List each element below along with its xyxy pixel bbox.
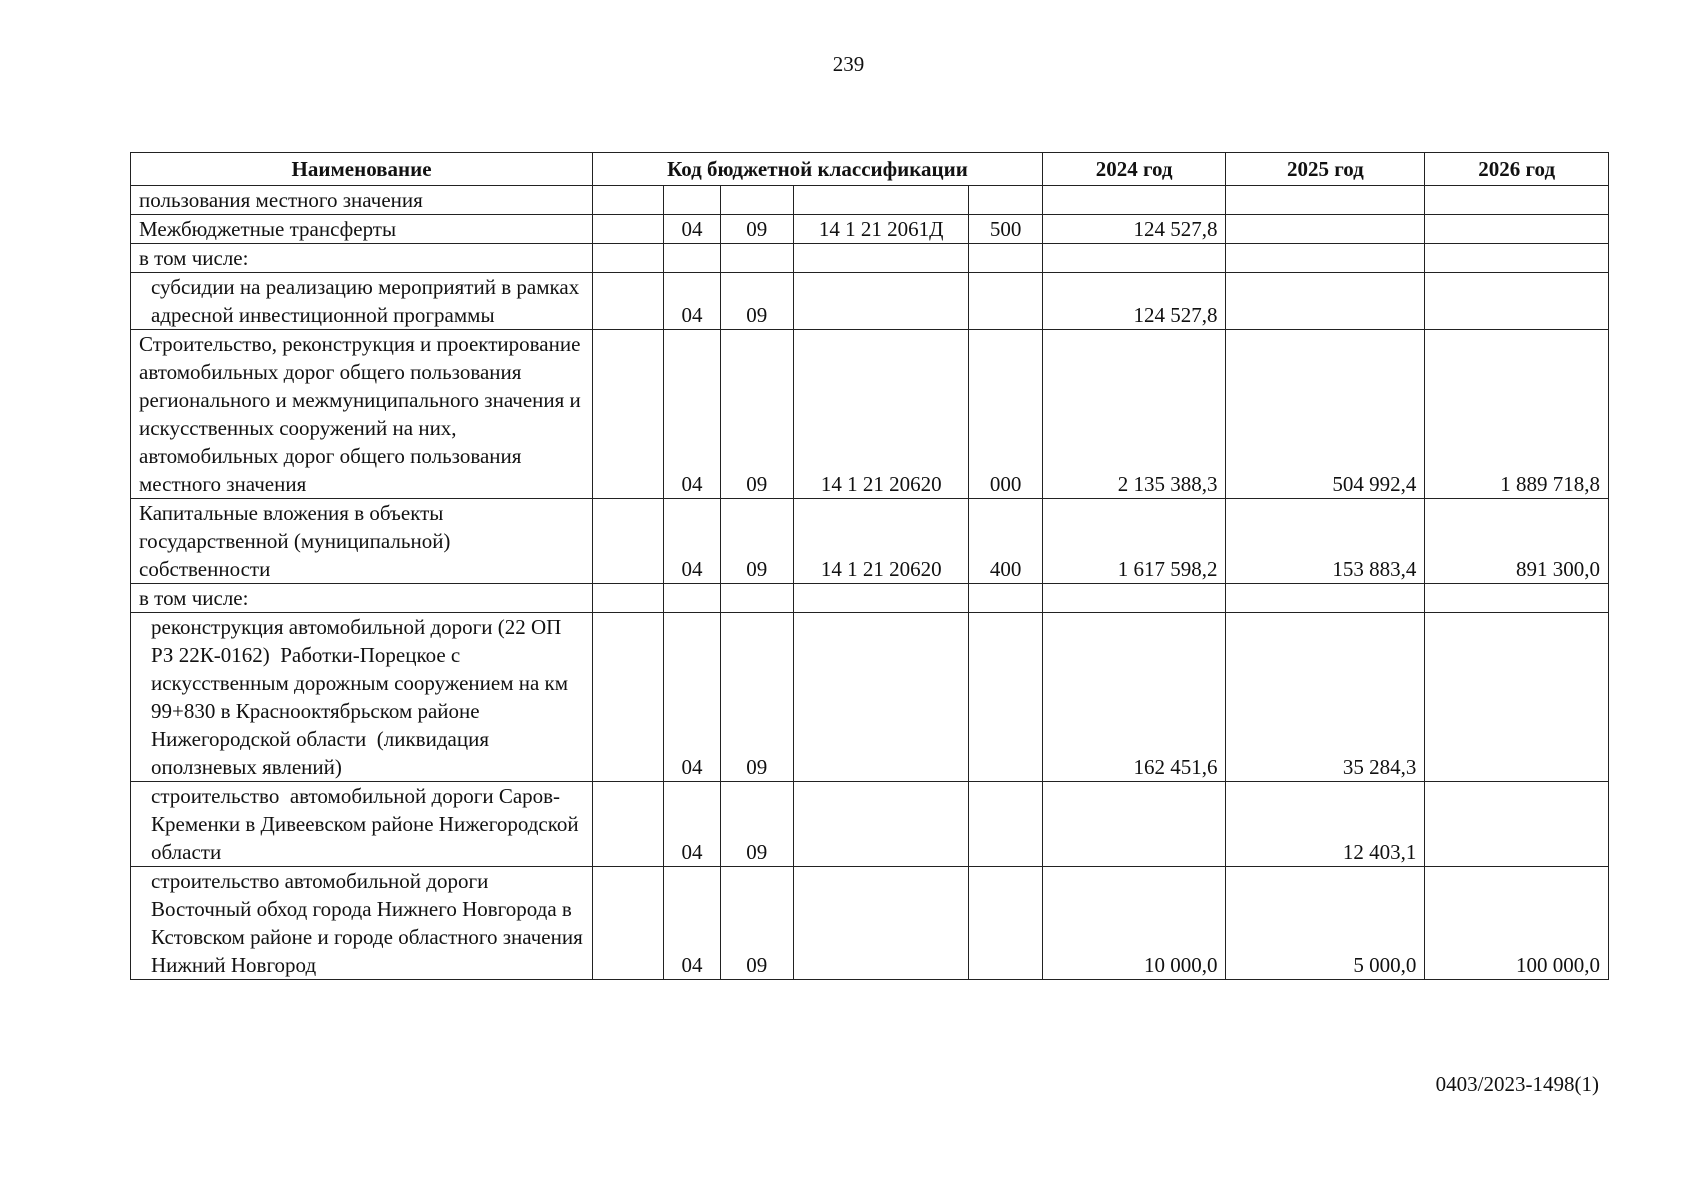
row-value-2024 xyxy=(1042,186,1226,215)
row-code-type xyxy=(969,273,1042,330)
page-number: 239 xyxy=(832,52,865,76)
row-value-2025: 12 403,1 xyxy=(1226,782,1425,867)
row-value-2024: 124 527,8 xyxy=(1042,273,1226,330)
row-code-type xyxy=(969,782,1042,867)
row-value-2026 xyxy=(1425,244,1609,273)
table-row xyxy=(131,244,1609,273)
row-value-2024 xyxy=(1042,244,1226,273)
table-row xyxy=(131,584,1609,613)
row-name: реконструкция автомобильной дороги (22 ОП РЗ 22К-0162) Работки-Порецкое с искусственным дорожным сооружением на км 99+830 в Краснооктябрьском районе Нижегородской области (ликвидация оползневых явлений) xyxy=(131,613,593,782)
row-code-section: 04 xyxy=(664,330,720,499)
row-value-2025 xyxy=(1226,215,1425,244)
row-code-target xyxy=(793,244,968,273)
row-code-target: 14 1 21 2061Д xyxy=(793,215,968,244)
row-code-section: 04 xyxy=(664,499,720,584)
row-name: строительство автомобильной дороги Восточный обход города Нижнего Новгорода в Кстовском районе и городе областного значения Нижний Новгород xyxy=(131,867,593,980)
table-row xyxy=(131,215,1609,244)
table-row xyxy=(131,782,1609,867)
row-code-type: 000 xyxy=(969,330,1042,499)
row-value-2024: 162 451,6 xyxy=(1042,613,1226,782)
document-code: 0403/2023-1498(1) xyxy=(1435,1072,1599,1096)
row-code-type: 500 xyxy=(969,215,1042,244)
row-value-2025 xyxy=(1226,273,1425,330)
row-name: в том числе: xyxy=(131,244,593,273)
row-code-1 xyxy=(593,330,664,499)
row-value-2026: 891 300,0 xyxy=(1425,499,1609,584)
row-code-1 xyxy=(593,782,664,867)
row-value-2024: 10 000,0 xyxy=(1042,867,1226,980)
row-name: Межбюджетные трансферты xyxy=(131,215,593,244)
row-code-target xyxy=(793,584,968,613)
row-value-2024 xyxy=(1042,584,1226,613)
row-name: пользования местного значения xyxy=(131,186,593,215)
header-code: Код бюджетной классификации xyxy=(593,153,1043,186)
header-2026: 2026 год xyxy=(1425,153,1609,186)
row-code-section: 04 xyxy=(664,215,720,244)
row-code-target xyxy=(793,782,968,867)
row-code-type xyxy=(969,584,1042,613)
row-name: Капитальные вложения в объекты государственной (муниципальной) собственности xyxy=(131,499,593,584)
row-value-2025 xyxy=(1226,584,1425,613)
row-value-2025 xyxy=(1226,244,1425,273)
table-row xyxy=(131,186,1609,215)
table-row xyxy=(131,499,1609,584)
row-code-type xyxy=(969,186,1042,215)
row-code-subsection: 09 xyxy=(720,613,793,782)
row-value-2025 xyxy=(1226,186,1425,215)
row-code-section xyxy=(664,584,720,613)
row-code-type xyxy=(969,244,1042,273)
row-code-subsection: 09 xyxy=(720,273,793,330)
row-value-2024: 124 527,8 xyxy=(1042,215,1226,244)
row-code-section: 04 xyxy=(664,782,720,867)
row-name: субсидии на реализацию мероприятий в рамках адресной инвестиционной программы xyxy=(131,273,593,330)
row-code-subsection: 09 xyxy=(720,330,793,499)
row-value-2026 xyxy=(1425,782,1609,867)
row-code-section: 04 xyxy=(664,273,720,330)
row-name: Строительство, реконструкция и проектирование автомобильных дорог общего пользования регионального и межмуниципального значения и искусственных сооружений на них, автомобильных дорог общего пользования местного значения xyxy=(131,330,593,499)
row-code-section xyxy=(664,244,720,273)
row-code-1 xyxy=(593,613,664,782)
row-code-type xyxy=(969,867,1042,980)
row-code-subsection xyxy=(720,186,793,215)
row-value-2026: 1 889 718,8 xyxy=(1425,330,1609,499)
row-code-1 xyxy=(593,584,664,613)
row-code-1 xyxy=(593,244,664,273)
row-code-section: 04 xyxy=(664,867,720,980)
row-code-subsection xyxy=(720,244,793,273)
row-code-target: 14 1 21 20620 xyxy=(793,330,968,499)
row-code-target xyxy=(793,613,968,782)
row-name: в том числе: xyxy=(131,584,593,613)
row-code-section xyxy=(664,186,720,215)
row-code-1 xyxy=(593,273,664,330)
row-code-subsection xyxy=(720,584,793,613)
row-code-1 xyxy=(593,499,664,584)
row-name: строительство автомобильной дороги Саров-Кременки в Дивеевском районе Нижегородской области xyxy=(131,782,593,867)
header-name: Наименование xyxy=(131,153,593,186)
row-value-2024: 1 617 598,2 xyxy=(1042,499,1226,584)
row-value-2026 xyxy=(1425,186,1609,215)
row-code-section: 04 xyxy=(664,613,720,782)
table-row xyxy=(131,867,1609,980)
row-code-subsection: 09 xyxy=(720,782,793,867)
row-value-2025: 153 883,4 xyxy=(1226,499,1425,584)
row-value-2025: 35 284,3 xyxy=(1226,613,1425,782)
row-value-2026 xyxy=(1425,215,1609,244)
row-code-subsection: 09 xyxy=(720,867,793,980)
header-2024: 2024 год xyxy=(1042,153,1226,186)
row-value-2025: 5 000,0 xyxy=(1226,867,1425,980)
table-row xyxy=(131,613,1609,782)
row-value-2025: 504 992,4 xyxy=(1226,330,1425,499)
row-value-2026 xyxy=(1425,273,1609,330)
row-code-subsection: 09 xyxy=(720,499,793,584)
table-row xyxy=(131,330,1609,499)
row-value-2026 xyxy=(1425,613,1609,782)
row-code-target xyxy=(793,186,968,215)
row-code-type: 400 xyxy=(969,499,1042,584)
row-code-1 xyxy=(593,867,664,980)
budget-table xyxy=(130,152,1609,980)
row-code-target: 14 1 21 20620 xyxy=(793,499,968,584)
row-value-2024: 2 135 388,3 xyxy=(1042,330,1226,499)
table-header-row xyxy=(131,153,1609,186)
row-code-target xyxy=(793,273,968,330)
header-2025: 2025 год xyxy=(1226,153,1425,186)
row-code-1 xyxy=(593,186,664,215)
row-code-target xyxy=(793,867,968,980)
row-value-2026 xyxy=(1425,584,1609,613)
row-code-subsection: 09 xyxy=(720,215,793,244)
row-code-type xyxy=(969,613,1042,782)
row-code-1 xyxy=(593,215,664,244)
table-row xyxy=(131,273,1609,330)
row-value-2026: 100 000,0 xyxy=(1425,867,1609,980)
row-value-2024 xyxy=(1042,782,1226,867)
